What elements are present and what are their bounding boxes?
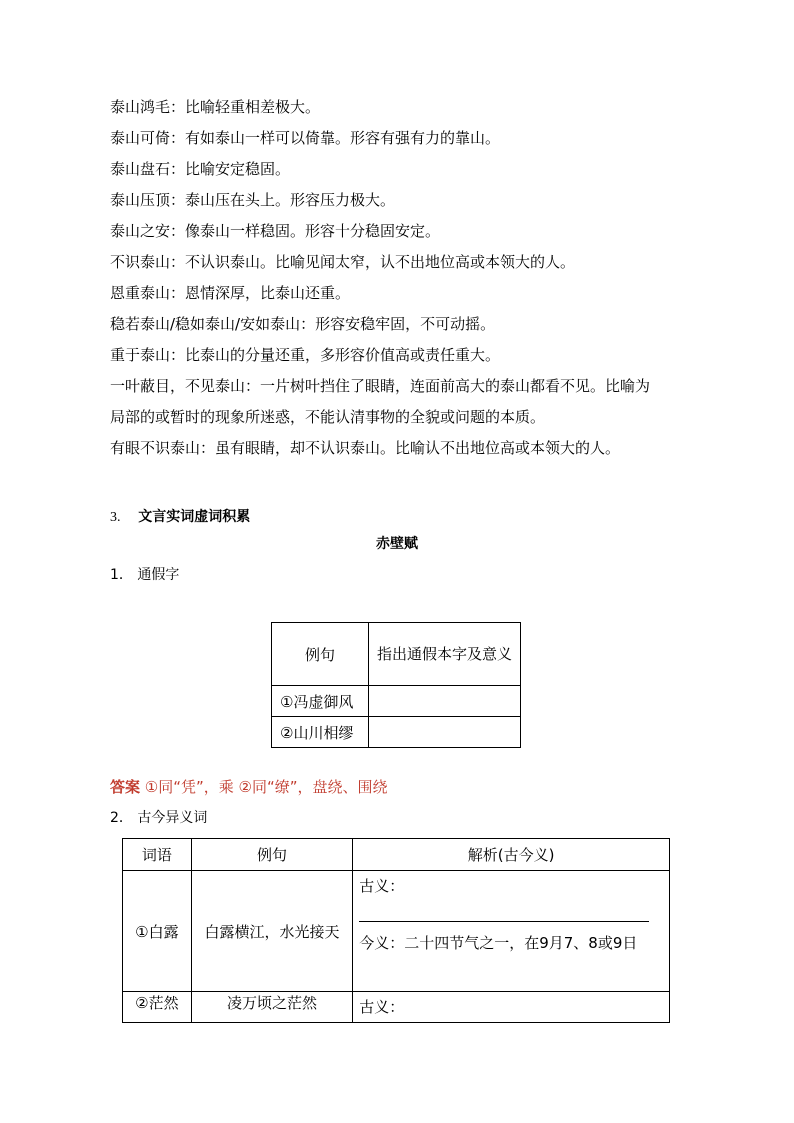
subsection-heading xyxy=(110,808,207,828)
idiom-line: 重于泰山：比泰山的分量还重，多形容价值高或责任重大。 xyxy=(110,346,501,364)
table-header-cell: 例句 xyxy=(272,623,369,686)
answer-line xyxy=(110,777,388,797)
article-title: 赤壁赋 xyxy=(376,536,418,552)
idiom-line: 泰山鸿毛：比喻轻重相差极大。 xyxy=(110,98,321,116)
subsection-heading xyxy=(110,565,179,585)
subsection-title: 古今异义词 xyxy=(137,810,208,826)
subsection-number: 1． xyxy=(110,567,133,583)
fill-blank-line xyxy=(359,905,649,922)
subsection-number: 2． xyxy=(110,810,133,826)
answer-text: ①同“凭”，乘 ②同“缭”，盘绕、围绕 xyxy=(144,778,388,796)
table-cell: ①白露 xyxy=(123,871,192,992)
answer-cell xyxy=(369,686,521,717)
idiom-line: 泰山之安：像泰山一样稳固。形容十分稳固安定。 xyxy=(110,222,441,240)
section-heading xyxy=(110,507,250,528)
table-header-cell: 例句 xyxy=(191,839,352,871)
section-number: 3. xyxy=(110,510,121,525)
idiom-line: 有眼不识泰山：虽有眼睛，却不认识泰山。比喻认不出地位高或本领大的人。 xyxy=(110,439,621,457)
idiom-line: 一叶蔽目，不见泰山：一片树叶挡住了眼睛，连面前高大的泰山都看不见。比喻为 xyxy=(110,377,651,395)
table-cell: ②茫然 xyxy=(123,992,192,1023)
idiom-line: 泰山盘石：比喻安定稳固。 xyxy=(110,160,291,178)
table-cell: 白露横江，水光接天 xyxy=(191,871,352,992)
table-header-cell: 指出通假本字及意义 xyxy=(369,623,521,686)
table-cell: ①冯虚御风 xyxy=(272,686,369,717)
answer-cell xyxy=(369,717,521,748)
analysis-cell xyxy=(353,871,670,992)
ancient-meaning-label: 古义： xyxy=(359,877,405,895)
table-cell: ②山川相缪 xyxy=(272,717,369,748)
table-cell: 凌万顷之茫然 xyxy=(191,992,352,1023)
modern-meaning: 今义：二十四节气之一，在9月7、8或9日 xyxy=(359,934,638,952)
table-header-cell: 词语 xyxy=(123,839,192,871)
table-header-cell: 解析(古今义) xyxy=(353,839,670,871)
analysis-cell xyxy=(353,992,670,1023)
tongjiazi-table xyxy=(271,622,521,748)
answer-tag: 答案 xyxy=(110,778,141,796)
idiom-line: 不识泰山：不认识泰山。比喻见闻太窄，认不出地位高或本领大的人。 xyxy=(110,253,576,271)
subsection-title: 通假字 xyxy=(137,567,180,583)
section-title: 文言实词虚词积累 xyxy=(138,509,251,525)
idiom-line: 泰山压顶：泰山压在头上。形容压力极大。 xyxy=(110,191,396,209)
ancient-meaning-label: 古义： xyxy=(359,998,405,1016)
idiom-line: 稳若泰山/稳如泰山/安如泰山：形容安稳牢固，不可动摇。 xyxy=(110,315,496,333)
gujin-yiyi-table xyxy=(122,838,670,1023)
idiom-line: 恩重泰山：恩情深厚，比泰山还重。 xyxy=(110,284,351,302)
idiom-line: 泰山可倚：有如泰山一样可以倚靠。形容有强有力的靠山。 xyxy=(110,129,501,147)
idiom-line: 局部的或暂时的现象所迷惑，不能认清事物的全貌或问题的本质。 xyxy=(110,408,546,426)
